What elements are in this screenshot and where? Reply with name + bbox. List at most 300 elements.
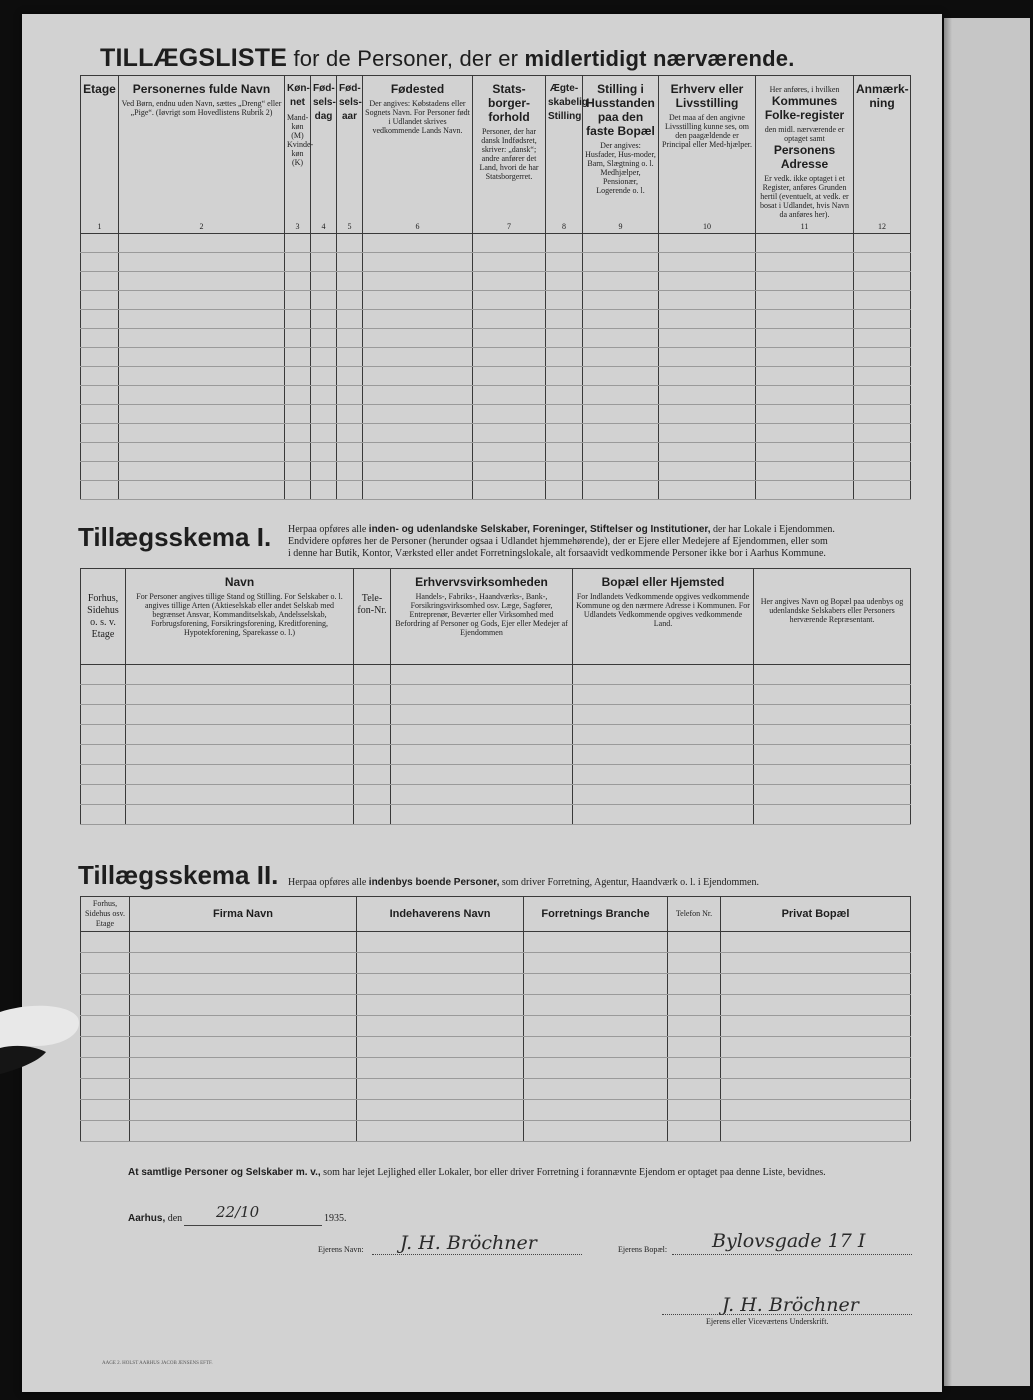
t1-cell[interactable] [285, 253, 311, 272]
t1-cell[interactable] [546, 424, 583, 443]
t1-cell[interactable] [854, 272, 911, 291]
s1-cell[interactable] [391, 805, 573, 825]
t1-cell[interactable] [756, 367, 854, 386]
t1-col-header-10 [659, 76, 756, 234]
t1-cell[interactable] [473, 443, 546, 462]
s2-cell[interactable] [668, 1121, 721, 1142]
t1-cell[interactable] [546, 329, 583, 348]
s1-cell[interactable] [354, 745, 391, 765]
schema2-text-a: Herpaa opføres alle [288, 877, 367, 888]
t1-cell[interactable] [363, 272, 473, 291]
t1-cell[interactable] [363, 367, 473, 386]
t1-cell[interactable] [756, 329, 854, 348]
s2-cell[interactable] [357, 974, 524, 995]
s2-cell[interactable] [721, 1121, 911, 1142]
t1-cell[interactable] [854, 291, 911, 310]
s2-cell[interactable] [524, 1058, 668, 1079]
title-middle: for de Personer, der er [293, 46, 519, 71]
t1-cell[interactable] [285, 462, 311, 481]
s2-cell[interactable] [524, 1037, 668, 1058]
t1-cell[interactable] [473, 405, 546, 424]
s2-cell[interactable] [721, 1079, 911, 1100]
t1-cell[interactable] [81, 481, 119, 500]
t1-cell[interactable] [583, 272, 659, 291]
s1-cell[interactable] [573, 765, 754, 785]
t1-col-header-11 [756, 76, 854, 234]
s2-cell[interactable] [721, 974, 911, 995]
s1-cell[interactable] [126, 785, 354, 805]
t1-cell[interactable] [311, 462, 337, 481]
t1-cell[interactable] [854, 329, 911, 348]
t1-cell[interactable] [363, 253, 473, 272]
t1-cell[interactable] [583, 443, 659, 462]
t1-cell[interactable] [285, 367, 311, 386]
t1-cell[interactable] [81, 253, 119, 272]
t1-cell[interactable] [81, 234, 119, 253]
t1-cell[interactable] [337, 348, 363, 367]
t1-cell[interactable] [285, 424, 311, 443]
s2-cell[interactable] [130, 1121, 357, 1142]
t1-cell[interactable] [546, 348, 583, 367]
t1-cell[interactable] [854, 234, 911, 253]
s1-cell[interactable] [391, 745, 573, 765]
t1-cell[interactable] [363, 386, 473, 405]
t1-cell[interactable] [81, 405, 119, 424]
s1-cell[interactable] [81, 705, 126, 725]
t1-cell[interactable] [119, 348, 285, 367]
t1-cell[interactable] [363, 443, 473, 462]
t1-cell[interactable] [311, 405, 337, 424]
t1-col-title: Fød-sels-aar [339, 83, 362, 122]
t1-cell[interactable] [119, 386, 285, 405]
s1-cell[interactable] [391, 725, 573, 745]
s2-cell[interactable] [130, 1079, 357, 1100]
s2-cell[interactable] [668, 974, 721, 995]
s1-cell[interactable] [126, 685, 354, 705]
t1-cell[interactable] [285, 310, 311, 329]
t1-cell[interactable] [546, 405, 583, 424]
t1-cell[interactable] [756, 272, 854, 291]
t1-cell[interactable] [285, 386, 311, 405]
t1-cell[interactable] [756, 481, 854, 500]
t1-cell[interactable] [81, 329, 119, 348]
t1-cell[interactable] [285, 272, 311, 291]
s2-cell[interactable] [357, 1121, 524, 1142]
s2-cell[interactable] [668, 1100, 721, 1121]
t1-cell[interactable] [659, 424, 756, 443]
s1-cell[interactable] [391, 765, 573, 785]
s1-col-sub: Handels-, Fabriks-, Haandværks-, Bank-, Forsikringsvirksomhed osv. Læge, Sagfører, Entreprenør, Beværter eller Virksomhed med Befordring af Personer og Gods, Ejer eller Medejer af Ejendommen [395, 592, 568, 637]
s2-cell[interactable] [130, 1100, 357, 1121]
owner-address-line [672, 1254, 912, 1255]
t1-cell[interactable] [583, 234, 659, 253]
t1-cell[interactable] [659, 348, 756, 367]
s1-cell[interactable] [754, 785, 911, 805]
t1-cell[interactable] [546, 386, 583, 405]
t1-cell[interactable] [659, 234, 756, 253]
s2-cell[interactable] [81, 1079, 130, 1100]
t1-cell[interactable] [854, 424, 911, 443]
s2-cell[interactable] [524, 1079, 668, 1100]
t1-cell[interactable] [311, 310, 337, 329]
s1-cell[interactable] [81, 665, 126, 685]
t1-cell[interactable] [311, 253, 337, 272]
t1-cell[interactable] [119, 253, 285, 272]
s2-cell[interactable] [130, 974, 357, 995]
t1-cell[interactable] [119, 405, 285, 424]
s1-cell[interactable] [81, 805, 126, 825]
s2-cell[interactable] [668, 932, 721, 953]
t1-cell[interactable] [473, 310, 546, 329]
t1-cell[interactable] [546, 291, 583, 310]
t1-cell[interactable] [473, 253, 546, 272]
t1-cell[interactable] [583, 462, 659, 481]
s1-cell[interactable] [354, 785, 391, 805]
t1-col-header-content [285, 76, 314, 181]
t1-cell[interactable] [854, 462, 911, 481]
s1-cell[interactable] [126, 805, 354, 825]
t1-col-title: Personernes fulde Navn [132, 82, 271, 96]
t1-cell[interactable] [756, 386, 854, 405]
t1-cell[interactable] [337, 253, 363, 272]
t1-cell[interactable] [119, 272, 285, 291]
s2-cell[interactable] [81, 932, 130, 953]
s1-cell[interactable] [81, 685, 126, 705]
s1-cell[interactable] [754, 665, 911, 685]
t1-cell[interactable] [119, 462, 285, 481]
t1-cell[interactable] [583, 386, 659, 405]
s1-cell[interactable] [573, 705, 754, 725]
s1-cell[interactable] [754, 725, 911, 745]
t1-cell[interactable] [311, 329, 337, 348]
t1-cell[interactable] [854, 386, 911, 405]
t1-col-header-2 [119, 76, 285, 234]
s2-cell[interactable] [721, 1037, 911, 1058]
t1-cell[interactable] [285, 348, 311, 367]
t1-cell[interactable] [285, 405, 311, 424]
t1-cell[interactable] [119, 367, 285, 386]
s2-cell[interactable] [81, 953, 130, 974]
s1-cell[interactable] [81, 745, 126, 765]
s2-cell[interactable] [81, 1037, 130, 1058]
t1-row [81, 424, 911, 443]
s1-cell[interactable] [573, 725, 754, 745]
t1-cell[interactable] [363, 291, 473, 310]
s2-cell[interactable] [81, 1058, 130, 1079]
t1-cell[interactable] [659, 253, 756, 272]
t1-cell[interactable] [363, 424, 473, 443]
s2-cell[interactable] [81, 1016, 130, 1037]
t1-cell[interactable] [583, 424, 659, 443]
s2-cell[interactable] [524, 1121, 668, 1142]
s1-cell[interactable] [354, 665, 391, 685]
t1-cell[interactable] [659, 291, 756, 310]
t1-cell[interactable] [285, 329, 311, 348]
t1-cell[interactable] [756, 291, 854, 310]
t1-cell[interactable] [81, 348, 119, 367]
t1-cell[interactable] [311, 272, 337, 291]
s2-cell[interactable] [130, 953, 357, 974]
s2-cell[interactable] [721, 1058, 911, 1079]
s1-col-title: Forhus, Sidehus o. s. v. Etage [87, 593, 119, 640]
s2-cell[interactable] [668, 995, 721, 1016]
t1-col-title: Stats-borger-forhold [488, 82, 530, 124]
t1-cell[interactable] [363, 329, 473, 348]
t1-cell[interactable] [119, 443, 285, 462]
t1-cell[interactable] [473, 462, 546, 481]
s2-cell[interactable] [524, 1100, 668, 1121]
t1-cell[interactable] [854, 348, 911, 367]
t1-cell[interactable] [363, 462, 473, 481]
t1-cell[interactable] [311, 291, 337, 310]
t1-cell[interactable] [311, 386, 337, 405]
s1-cell[interactable] [126, 705, 354, 725]
s1-cell[interactable] [754, 745, 911, 765]
t1-cell[interactable] [363, 348, 473, 367]
s2-cell[interactable] [524, 974, 668, 995]
t1-cell[interactable] [583, 348, 659, 367]
t1-cell[interactable] [311, 481, 337, 500]
s1-cell[interactable] [391, 685, 573, 705]
s2-cell[interactable] [721, 953, 911, 974]
t1-cell[interactable] [473, 348, 546, 367]
t1-cell[interactable] [659, 386, 756, 405]
s2-cell[interactable] [81, 995, 130, 1016]
s1-cell[interactable] [754, 805, 911, 825]
t1-cell[interactable] [337, 367, 363, 386]
t1-cell[interactable] [659, 367, 756, 386]
s2-cell[interactable] [721, 1100, 911, 1121]
s2-cell[interactable] [130, 1037, 357, 1058]
t1-cell[interactable] [119, 291, 285, 310]
s2-cell[interactable] [357, 995, 524, 1016]
t1-cell[interactable] [659, 481, 756, 500]
s1-cell[interactable] [573, 785, 754, 805]
t1-cell[interactable] [546, 443, 583, 462]
t1-cell[interactable] [285, 481, 311, 500]
t1-cell[interactable] [81, 443, 119, 462]
t1-cell[interactable] [363, 481, 473, 500]
t1-cell[interactable] [337, 405, 363, 424]
t1-cell[interactable] [854, 405, 911, 424]
t1-cell[interactable] [363, 310, 473, 329]
t1-cell[interactable] [311, 234, 337, 253]
s2-cell[interactable] [81, 1121, 130, 1142]
s2-cell[interactable] [668, 1037, 721, 1058]
t1-cell[interactable] [659, 272, 756, 291]
t1-cell[interactable] [285, 234, 311, 253]
s1-cell[interactable] [573, 665, 754, 685]
s1-cell[interactable] [391, 785, 573, 805]
t1-cell[interactable] [81, 367, 119, 386]
t1-cell[interactable] [119, 329, 285, 348]
t1-cell[interactable] [854, 443, 911, 462]
t1-cell[interactable] [583, 481, 659, 500]
t1-cell[interactable] [756, 424, 854, 443]
t1-cell[interactable] [756, 443, 854, 462]
t1-cell[interactable] [546, 272, 583, 291]
s2-cell[interactable] [357, 932, 524, 953]
t1-cell[interactable] [337, 481, 363, 500]
t1-cell[interactable] [119, 481, 285, 500]
s2-cell[interactable] [357, 1079, 524, 1100]
s2-cell[interactable] [668, 1079, 721, 1100]
t1-cell[interactable] [546, 253, 583, 272]
t1-cell[interactable] [337, 443, 363, 462]
t1-cell[interactable] [337, 424, 363, 443]
printer-mark: AAGE 2. HOLST AARHUS JACOB JENSENS EFTF. [102, 1361, 213, 1366]
s1-cell[interactable] [754, 685, 911, 705]
s1-cell[interactable] [573, 745, 754, 765]
s2-cell[interactable] [357, 1037, 524, 1058]
s1-cell[interactable] [354, 805, 391, 825]
s2-cell[interactable] [721, 932, 911, 953]
s1-cell[interactable] [126, 665, 354, 685]
s2-cell[interactable] [357, 953, 524, 974]
t1-cell[interactable] [659, 443, 756, 462]
t1-cell[interactable] [337, 462, 363, 481]
t1-cell[interactable] [285, 443, 311, 462]
t1-cell[interactable] [546, 367, 583, 386]
s2-cell[interactable] [357, 1016, 524, 1037]
s1-cell[interactable] [354, 765, 391, 785]
t1-cell[interactable] [756, 310, 854, 329]
t1-cell[interactable] [546, 234, 583, 253]
s1-cell[interactable] [573, 685, 754, 705]
t1-cell[interactable] [583, 329, 659, 348]
t1-cell[interactable] [81, 386, 119, 405]
t1-col-header-6 [363, 76, 473, 234]
s2-cell[interactable] [721, 1016, 911, 1037]
t1-cell[interactable] [659, 310, 756, 329]
s1-cell[interactable] [754, 705, 911, 725]
t1-cell[interactable] [473, 481, 546, 500]
signature-label: Ejerens eller Viceværtens Underskrift. [706, 1317, 829, 1326]
t1-cell[interactable] [756, 348, 854, 367]
t1-cell[interactable] [473, 329, 546, 348]
t1-cell[interactable] [854, 310, 911, 329]
s1-cell[interactable] [391, 705, 573, 725]
t1-cell[interactable] [473, 291, 546, 310]
t1-cell[interactable] [756, 462, 854, 481]
s2-cell[interactable] [524, 1016, 668, 1037]
s2-cell[interactable] [357, 1058, 524, 1079]
s2-cell[interactable] [357, 1100, 524, 1121]
t1-cell[interactable] [285, 291, 311, 310]
s2-cell[interactable] [524, 995, 668, 1016]
s2-col-header-3 [524, 897, 668, 932]
s2-row [81, 1058, 911, 1079]
t1-cell[interactable] [546, 481, 583, 500]
s1-cell[interactable] [81, 765, 126, 785]
s2-cell[interactable] [81, 974, 130, 995]
s1-col-header-4 [573, 569, 754, 665]
s1-cell[interactable] [354, 685, 391, 705]
s2-cell[interactable] [524, 932, 668, 953]
t1-cell[interactable] [473, 234, 546, 253]
s1-cell[interactable] [126, 745, 354, 765]
s2-cell[interactable] [130, 932, 357, 953]
s1-cell[interactable] [126, 725, 354, 745]
t1-col-number: 5 [347, 222, 352, 231]
t1-cell[interactable] [546, 462, 583, 481]
t1-cell[interactable] [119, 424, 285, 443]
t1-cell[interactable] [546, 310, 583, 329]
t1-cell[interactable] [337, 329, 363, 348]
s1-cell[interactable] [391, 665, 573, 685]
t1-cell[interactable] [363, 405, 473, 424]
t1-cell[interactable] [854, 481, 911, 500]
t1-cell[interactable] [119, 310, 285, 329]
t1-cell[interactable] [659, 405, 756, 424]
s1-row [81, 685, 911, 705]
t1-cell[interactable] [337, 272, 363, 291]
s1-cell[interactable] [126, 765, 354, 785]
t1-cell[interactable] [311, 348, 337, 367]
t1-cell[interactable] [81, 272, 119, 291]
t1-cell[interactable] [311, 443, 337, 462]
t1-cell[interactable] [81, 462, 119, 481]
t1-cell[interactable] [311, 367, 337, 386]
t1-cell[interactable] [81, 424, 119, 443]
s1-cell[interactable] [354, 725, 391, 745]
s2-cell[interactable] [524, 953, 668, 974]
s2-cell[interactable] [81, 1100, 130, 1121]
t1-cell[interactable] [81, 291, 119, 310]
t1-cell[interactable] [473, 424, 546, 443]
s2-cell[interactable] [130, 1016, 357, 1037]
s2-row [81, 1037, 911, 1058]
t1-cell[interactable] [119, 234, 285, 253]
t1-cell[interactable] [756, 405, 854, 424]
s2-cell[interactable] [130, 1058, 357, 1079]
t1-cell[interactable] [473, 272, 546, 291]
next-page-edge [944, 18, 1030, 1386]
t1-cell[interactable] [854, 253, 911, 272]
owner-address-handwritten: Bylovsgade 17 I [712, 1230, 866, 1252]
t1-cell[interactable] [583, 367, 659, 386]
t1-cell[interactable] [756, 253, 854, 272]
s2-cell[interactable] [668, 953, 721, 974]
s1-cell[interactable] [573, 805, 754, 825]
t1-cell[interactable] [337, 310, 363, 329]
s1-cell[interactable] [754, 765, 911, 785]
t1-cell[interactable] [363, 234, 473, 253]
t1-cell[interactable] [583, 291, 659, 310]
t1-cell[interactable] [337, 291, 363, 310]
t1-cell[interactable] [583, 405, 659, 424]
t1-cell[interactable] [756, 234, 854, 253]
s2-cell[interactable] [668, 1058, 721, 1079]
s1-cell[interactable] [81, 725, 126, 745]
s1-cell[interactable] [354, 705, 391, 725]
t1-cell[interactable] [659, 329, 756, 348]
t1-cell[interactable] [583, 253, 659, 272]
t1-cell[interactable] [473, 367, 546, 386]
t1-cell[interactable] [337, 234, 363, 253]
s2-cell[interactable] [130, 995, 357, 1016]
t1-cell[interactable] [311, 424, 337, 443]
t1-cell[interactable] [337, 386, 363, 405]
t1-cell[interactable] [473, 386, 546, 405]
t1-cell[interactable] [659, 462, 756, 481]
s2-cell[interactable] [721, 995, 911, 1016]
s2-cell[interactable] [668, 1016, 721, 1037]
t1-cell[interactable] [854, 367, 911, 386]
t1-cell[interactable] [81, 310, 119, 329]
s1-cell[interactable] [81, 785, 126, 805]
t1-cell[interactable] [583, 310, 659, 329]
